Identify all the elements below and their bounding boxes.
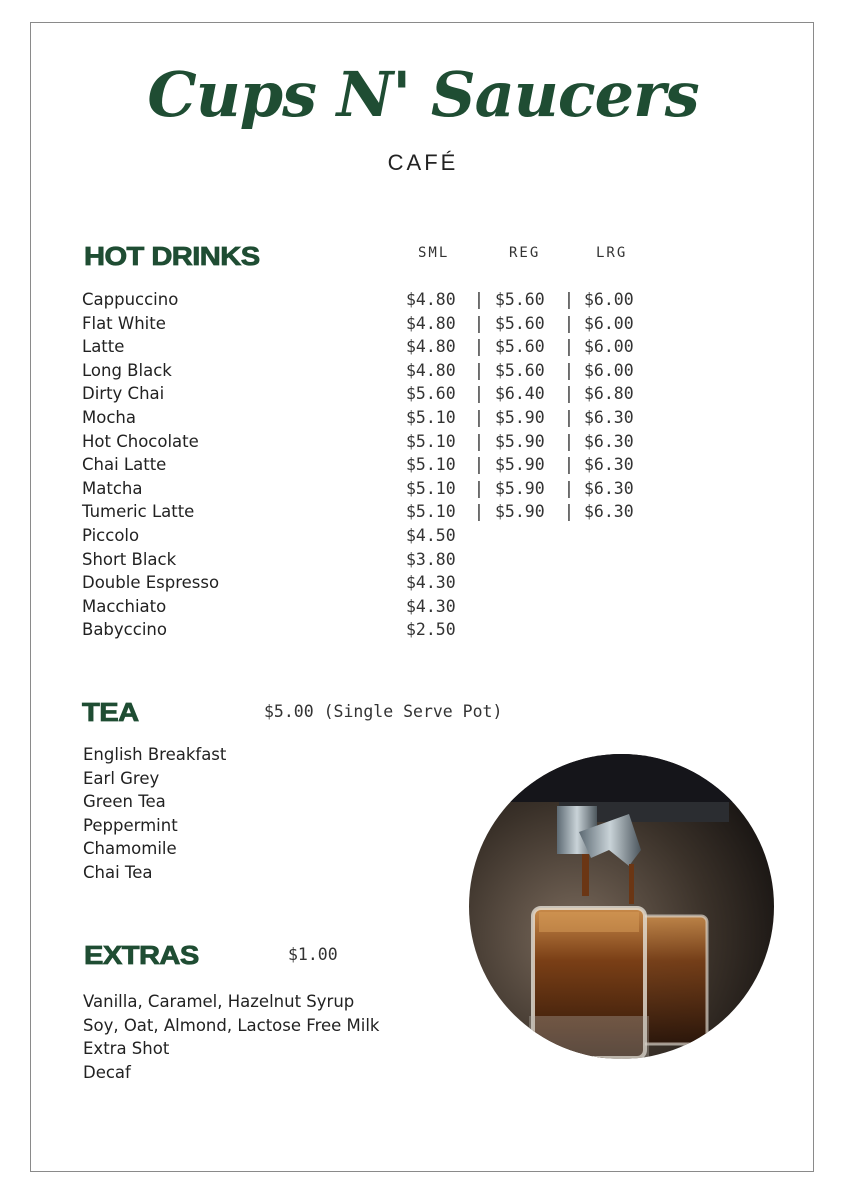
price-sml: $5.10 xyxy=(406,431,456,451)
size-header-lrg: LRG xyxy=(596,245,628,261)
menu-item-row xyxy=(82,550,682,574)
menu-item-row xyxy=(82,337,682,361)
price-divider: | xyxy=(474,360,484,380)
price-reg: $5.90 xyxy=(495,455,545,475)
price-divider: | xyxy=(474,313,484,333)
price-sml: $3.80 xyxy=(406,549,456,569)
extras-heading: EXTRAS xyxy=(84,940,199,970)
price-sml: $5.10 xyxy=(406,502,456,522)
extras-item: Decaf xyxy=(83,1062,131,1082)
tea-item: English Breakfast xyxy=(83,745,227,764)
menu-item-row xyxy=(82,502,682,526)
price-divider: | xyxy=(564,290,574,309)
menu-item-row xyxy=(82,526,682,550)
price-reg: $5.60 xyxy=(495,290,545,309)
menu-item-row xyxy=(82,620,682,644)
espresso-photo xyxy=(469,754,774,1059)
tea-item: Earl Grey xyxy=(83,768,160,788)
item-name: Hot Chocolate xyxy=(82,431,199,451)
price-lrg: $6.30 xyxy=(584,502,634,522)
menu-item-row xyxy=(82,384,682,408)
price-divider: | xyxy=(564,384,574,404)
item-name: Cappuccino xyxy=(82,290,179,309)
price-sml: $5.10 xyxy=(406,478,456,498)
price-divider: | xyxy=(564,502,574,522)
item-name: Short Black xyxy=(82,549,177,569)
price-divider: | xyxy=(474,478,484,498)
price-divider: | xyxy=(564,408,574,427)
price-reg: $5.90 xyxy=(495,502,545,522)
extras-item: Vanilla, Caramel, Hazelnut Syrup xyxy=(83,992,355,1011)
price-reg: $5.90 xyxy=(495,408,545,427)
price-sml: $5.10 xyxy=(406,455,456,475)
tea-item: Peppermint xyxy=(83,815,178,835)
item-name: Piccolo xyxy=(82,526,140,545)
hot-drinks-heading: HOT DRINKS xyxy=(84,241,260,271)
tea-price-note: $5.00 (Single Serve Pot) xyxy=(264,702,503,721)
tea-list xyxy=(83,745,226,887)
menu-item-row xyxy=(82,479,682,503)
extras-price-note: $1.00 xyxy=(288,945,338,964)
price-sml: $4.30 xyxy=(406,573,456,593)
price-divider: | xyxy=(564,478,574,498)
item-name: Matcha xyxy=(82,478,143,498)
price-divider: | xyxy=(474,290,484,309)
price-divider: | xyxy=(474,384,484,404)
menu-item-row xyxy=(82,597,682,621)
price-sml: $4.80 xyxy=(406,337,456,357)
menu-item-row xyxy=(82,573,682,597)
size-header-sml: SML xyxy=(418,245,450,261)
price-lrg: $6.30 xyxy=(584,478,634,498)
price-sml: $2.50 xyxy=(406,620,456,640)
price-sml: $5.60 xyxy=(406,384,456,404)
item-name: Tumeric Latte xyxy=(82,502,195,522)
item-name: Flat White xyxy=(82,313,166,333)
tea-heading: TEA xyxy=(82,697,139,727)
price-lrg: $6.00 xyxy=(584,313,634,333)
price-reg: $5.90 xyxy=(495,478,545,498)
menu-item-row xyxy=(82,314,682,338)
price-sml: $4.30 xyxy=(406,596,456,616)
price-divider: | xyxy=(474,502,484,522)
menu-item-row xyxy=(82,290,682,314)
price-divider: | xyxy=(564,431,574,451)
price-divider: | xyxy=(564,337,574,357)
price-sml: $4.80 xyxy=(406,313,456,333)
tea-item: Chai Tea xyxy=(83,862,153,882)
price-divider: | xyxy=(564,313,574,333)
price-lrg: $6.30 xyxy=(584,455,634,475)
price-reg: $5.60 xyxy=(495,337,545,357)
brand-title: Cups N' Saucers xyxy=(147,58,699,131)
price-lrg: $6.30 xyxy=(584,431,634,451)
price-divider: | xyxy=(564,455,574,475)
item-name: Long Black xyxy=(82,360,172,380)
price-sml: $4.80 xyxy=(406,290,456,309)
price-reg: $6.40 xyxy=(495,384,545,404)
price-lrg: $6.30 xyxy=(584,408,634,427)
brand-subtitle: CAFÉ xyxy=(387,150,459,175)
menu-item-row xyxy=(82,408,682,432)
price-lrg: $6.00 xyxy=(584,337,634,357)
price-sml: $4.80 xyxy=(406,360,456,380)
price-divider: | xyxy=(564,360,574,380)
menu-item-row xyxy=(82,432,682,456)
extras-item: Extra Shot xyxy=(83,1039,170,1059)
item-name: Mocha xyxy=(82,408,136,427)
price-reg: $5.60 xyxy=(495,360,545,380)
price-lrg: $6.00 xyxy=(584,360,634,380)
item-name: Double Espresso xyxy=(82,573,220,593)
price-reg: $5.60 xyxy=(495,313,545,333)
item-name: Latte xyxy=(82,337,125,357)
size-header-reg: REG xyxy=(509,245,541,261)
price-lrg: $6.80 xyxy=(584,384,634,404)
tea-item: Green Tea xyxy=(83,792,166,812)
item-name: Dirty Chai xyxy=(82,384,165,404)
tea-item: Chamomile xyxy=(83,839,177,859)
item-name: Macchiato xyxy=(82,596,167,616)
price-sml: $4.50 xyxy=(406,526,456,545)
price-divider: | xyxy=(474,408,484,427)
extras-item: Soy, Oat, Almond, Lactose Free Milk xyxy=(83,1015,380,1035)
price-divider: | xyxy=(474,455,484,475)
price-sml: $5.10 xyxy=(406,408,456,427)
menu-item-row xyxy=(82,455,682,479)
price-divider: | xyxy=(474,431,484,451)
item-name: Babyccino xyxy=(82,620,167,640)
price-divider: | xyxy=(474,337,484,357)
extras-list xyxy=(83,992,380,1086)
menu-item-row xyxy=(82,361,682,385)
price-reg: $5.90 xyxy=(495,431,545,451)
item-name: Chai Latte xyxy=(82,455,167,475)
price-lrg: $6.00 xyxy=(584,290,634,309)
